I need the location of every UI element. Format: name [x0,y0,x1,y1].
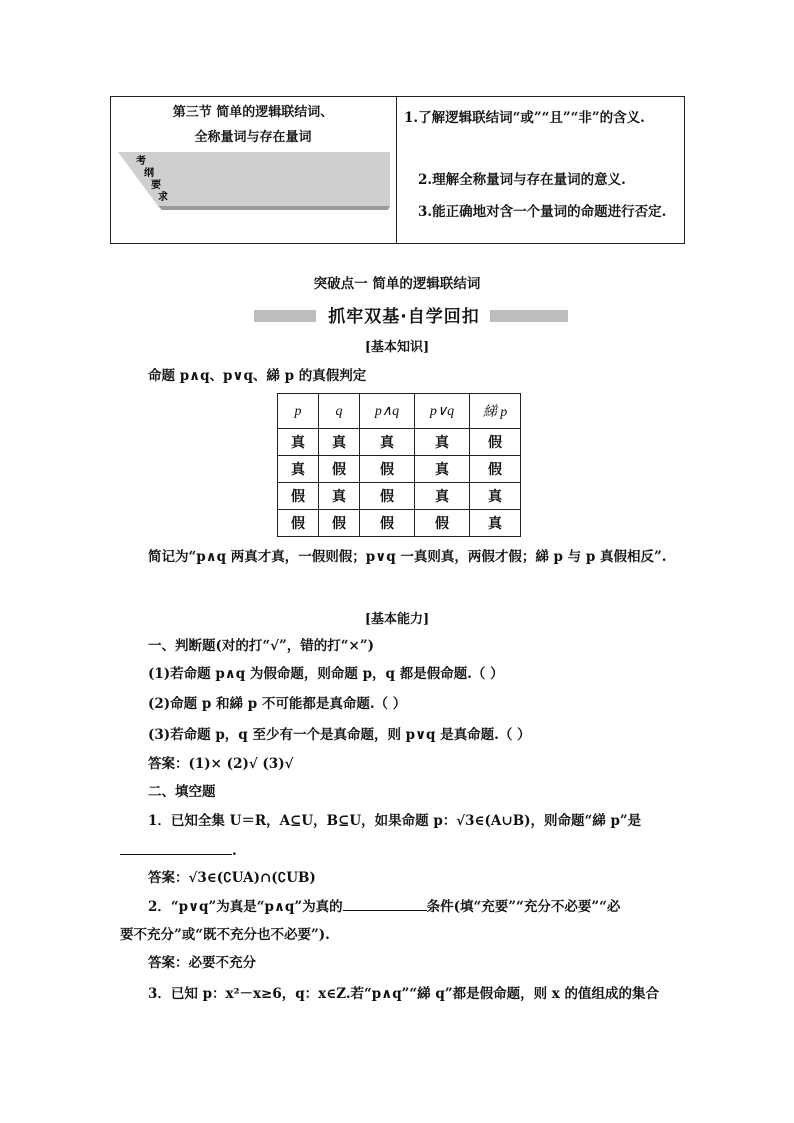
table-cell: 假 [470,456,521,483]
q2-text-c: 要不充分”或“既不充分也不必要”). [120,927,330,943]
basic-knowledge-label: [基本知识] [364,340,430,355]
judge-item-1: (1)若命题 p∧q 为假命题，则命题 p，q 都是假命题.（ ） [148,666,504,682]
table-row [278,456,521,483]
banner-bar-right [490,310,568,322]
header-cell: p∧q [360,394,415,429]
requirement-3: 3.能正确地对含一个量词的命题进行否定. [418,204,667,220]
answer-blank [343,896,427,911]
table-cell: 真 [415,483,470,510]
judge-item-2: (2)命题 p 和綈 p 不可能都是真命题.（ ） [148,696,407,712]
table-cell: 假 [360,483,415,510]
table-cell: 假 [360,456,415,483]
judge-answer: 答案：(1)× (2)√ (3)√ [148,756,294,772]
table-row [278,510,521,537]
q2-text-b: 条件(填“充要”“充分不必要”“必 [426,899,621,915]
q3-text: 3．已知 p：x²－x≥6，q：x∈Z.若“p∧q”“綈 q”都是假命题，则 x 的值组成的集合 [148,986,660,1002]
q1-blank-line [120,840,237,859]
header-cell: p [278,394,319,429]
header-cell: 綈 p [470,394,521,429]
header-divider [396,96,397,244]
table-cell: 真 [319,429,360,456]
banner-bar-left [254,310,316,322]
truth-table-intro: 命题 p∧q、p∨q、綈 p 的真假判定 [148,368,367,384]
q1-answer: 答案：√3∈(∁UA)∩(∁UB) [148,870,316,886]
summary-text: 简记为“p∧q 两真才真，一假则假；p∨q 一真则真，两假才假；綈 p 与 p 真假相反”. [148,549,667,565]
table-cell: 假 [470,429,521,456]
table-cell: 真 [278,456,319,483]
table-cell: 假 [319,456,360,483]
q2-text-a: 2．“p∨q”为真是“p∧q”为真的 [148,899,343,915]
section-title-line1: 第三节 简单的逻辑联结词、 [172,105,334,120]
header-cell: p∨q [415,394,470,429]
requirement-1: 1.了解逻辑联结词“或”“且”“非”的含义. [404,110,645,126]
q2-answer: 答案：必要不充分 [148,955,256,971]
requirements-tab-graphic [118,152,390,210]
table-cell: 假 [278,510,319,537]
req-label-char: 考 [136,156,146,167]
table-cell: 真 [415,429,470,456]
judge-item-3: (3)若命题 p，q 至少有一个是真命题，则 p∨q 是真命题.（ ） [148,727,531,743]
table-cell: 真 [319,483,360,510]
banner-text: 抓牢双基·自学回扣 [328,307,480,327]
table-cell: 真 [360,429,415,456]
tab-shadow [158,206,390,210]
answer-blank [120,840,232,855]
table-cell: 真 [415,456,470,483]
truth-table-header-row [278,394,521,429]
table-cell: 假 [278,483,319,510]
table-row [278,429,521,456]
requirement-2: 2.理解全称量词与存在量词的意义. [418,172,626,188]
table-cell: 真 [470,510,521,537]
req-label-char: 要 [151,180,161,191]
req-label-char: 求 [158,192,168,203]
table-cell: 假 [319,510,360,537]
fill-heading: 二、填空题 [148,784,216,800]
table-cell: 真 [278,429,319,456]
q2-line-1 [148,895,620,915]
req-label-char: 纲 [144,168,154,179]
q1-end: . [232,843,237,859]
section-heading: 突破点一 简单的逻辑联结词 [313,276,481,292]
header-cell: q [319,394,360,429]
truth-table [277,393,521,537]
section-title-line2: 全称量词与存在量词 [194,130,312,145]
table-cell: 假 [415,510,470,537]
table-cell: 真 [470,483,521,510]
basic-ability-label: [基本能力] [364,612,430,627]
table-cell: 假 [360,510,415,537]
banner [254,302,568,328]
judge-heading: 一、判断题(对的打“√”，错的打“×”) [148,638,375,654]
q1-text: 1．已知全集 U＝R，A⊆U，B⊆U，如果命题 p：√3∈(A∪B)，则命题“綈 p”是 [148,813,642,829]
table-row [278,483,521,510]
